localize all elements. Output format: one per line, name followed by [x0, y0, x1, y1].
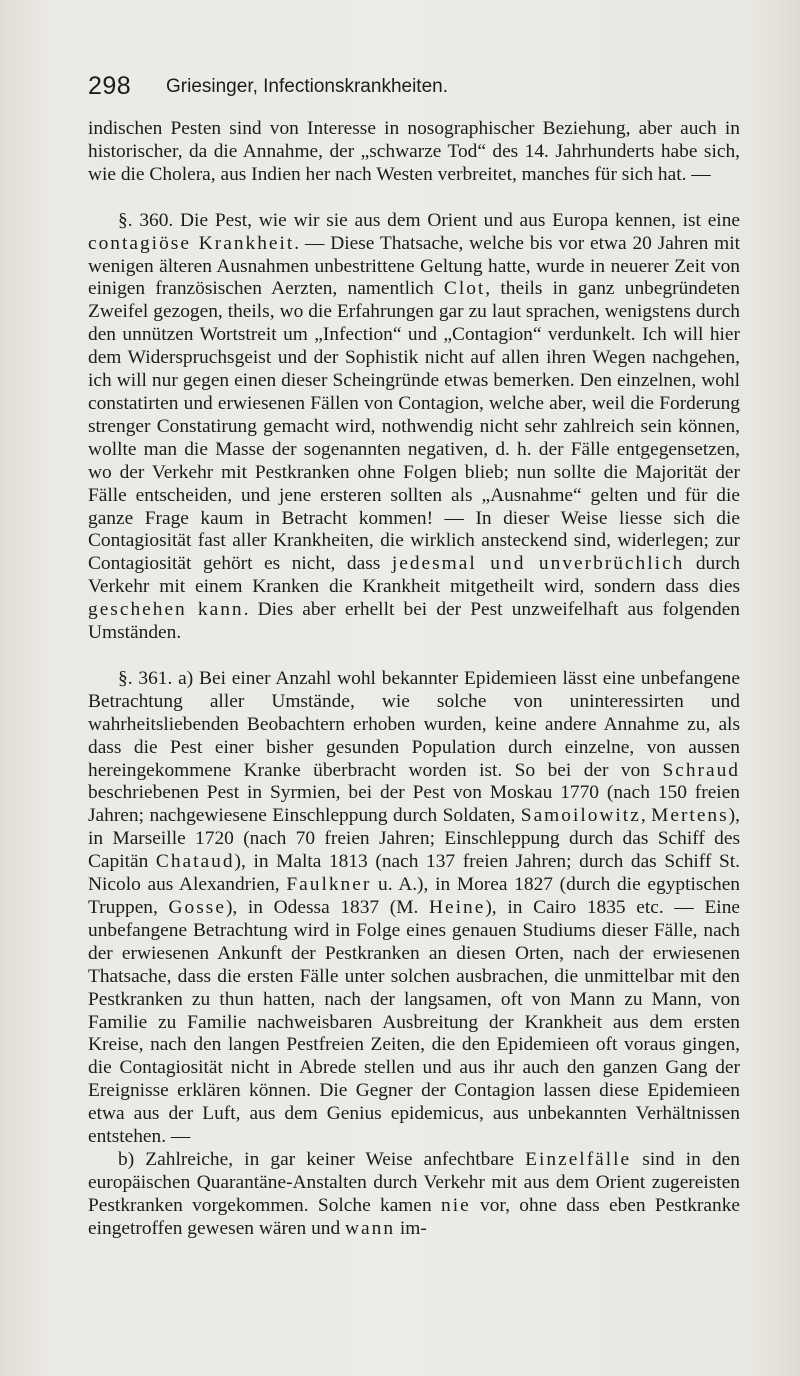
emphasis-text: contagiöse Krankheit — [88, 232, 295, 254]
page-number: 298 — [88, 72, 132, 100]
author-name: Faulkner — [286, 874, 372, 896]
author-name: Schraud — [662, 759, 740, 781]
text-body — [88, 118, 740, 1241]
paragraph-continuation: indischen Pesten sind von Interesse in nosographischer Beziehung, aber auch in historischer, da die Annahme, der „schwarze Tod“ des 14. Jahrhunderts habe sich, wie die Cholera, aus Indien her nach Westen verbreitet, manches für sich hat. — — [88, 118, 740, 185]
author-name: Heine — [429, 897, 486, 918]
emphasis-text: Einzelfälle — [525, 1148, 632, 1170]
emphasis-text: wann — [345, 1217, 396, 1239]
author-name: Mertens — [651, 805, 729, 827]
paragraph-section-360: §. 360. Die Pest, wie wir sie aus dem Orient und aus Europa kennen, ist eine contagiöse Krankheit. — Diese Thatsache, welche bis vor etwa 20 Jahren mit wenigen älteren Ausnahmen unbestrittene Geltung hatte, wurde in neuerer Zeit von einigen französischen Aerzten, namentlich Clot, theils in ganz unbegründeten Zweifel gezogen, theils, wo die Erfahrungen gar zu laut sprachen, wenigstens durch den unnützen Wortstreit um „Infection“ und „Contagion“ verdunkelt. Ich will hier dem Widerspruchsgeist und der Sophistik nicht auf allen ihren Wegen nachgehen, ich will nur gegen einen dieser Scheingründe etwas bemerken. Den einzelnen, wohl constatirten und erwiesenen Fällen von Contagion, welche aber, weil die Forderung strenger Constatirung gemacht wird, nothwendig nicht sehr zahlreich sein können, wollte man die Masse der sogenannten negativen, d. h. der Fälle entgegensetzen, wo der Verkehr mit Pestkranken ohne Folgen blieb; nun sollte die Majorität der Fälle entscheiden, und jene ersteren sollten als „Ausnahme“ gelten und für die ganze Frage kaum in Betracht kommen! — In dieser Weise liesse sich die Contagiosität fast aller Krankheiten, die wirklich ansteckend sind, widerlegen; zur Contagiosität gehört es nicht, dass jedesmal und unverbrüchlich durch Verkehr mit einem Kranken die Krankheit mitgetheilt wird, sondern dass dies geschehen kann. Dies aber erhellt bei der Pest unzweifelhaft aus folgenden Umständen. — [88, 209, 741, 644]
author-name: Gosse — [168, 897, 226, 918]
author-name: Chataud — [155, 851, 235, 873]
author-name: Samoilowitz — [520, 805, 641, 827]
emphasis-text: geschehen kann — [88, 599, 244, 621]
running-head: Griesinger, Infectionskrankheiten. — [166, 76, 448, 97]
page-header — [88, 72, 728, 104]
paragraph-point-b: b) Zahlreiche, in gar keiner Weise anfechtbare Einzelfälle sind in den europäischen Quarantäne-Anstalten durch Verkehr mit aus dem Orient zugereisten Pestkranken vorgekommen. Solche kamen nie vor, ohne dass eben Pestkranke eingetroffen gewesen wären und wann im- — [88, 1148, 740, 1239]
author-name: Clot — [443, 278, 486, 300]
emphasis-text: nie — [441, 1194, 471, 1216]
emphasis-text: jedesmal und unverbrüchlich — [391, 553, 685, 575]
paragraph-section-361: §. 361. a) Bei einer Anzahl wohl bekannter Epidemieen lässt eine unbefangene Betrachtung aller Umstände, wie solche von uninteressirten und wahrheitsliebenden Beobachtern erhoben wurden, keine andere Annahme zu, als dass die Pest einer bisher gesunden Population durch einzelne, von aussen hereingekommene Kranke überbracht worden ist. So bei der von Schraud beschriebenen Pest in Syrmien, bei der Pest von Moskau 1770 (nach 150 freien Jahren; nachgewiesene Einschleppung durch Soldaten, Samoilowitz, Mertens), in Marseille 1720 (nach 70 freien Jahren; Einschleppung durch das Schiff des Capitän Chataud), in Malta 1813 (nach 137 freien Jahren; durch das Schiff St. Nicolo aus Alexandrien, Faulkner u. A.), in Morea 1827 (durch die egyptischen Truppen, Gosse), in Odessa 1837 (M. Heine), in Cairo 1835 etc. — Eine unbefangene Betrachtung wird in Folge eines genauen Studiums dieser Fälle, nach der erwiesenen Ankunft der Pestkranken an diesen Orten, nach der erwiesenen Thatsache, dass die ersten Fälle unter solchen ausbrachen, die unmittelbar mit den Pestkranken zu thun hatten, nach der langsamen, oft von Mann zu Mann, von Familie zu Familie nachweisbaren Ausbreitung der Krankheit aus dem ersten Kreise, nach den langen Pestfreien Zeiten, die den Epidemieen oft voraus gingen, die Contagiosität nicht in Abrede stellen und aus ihr auch den ganzen Gang der Ereignisse erklären können. Die Gegner der Contagion lassen diese Epidemieen etwa aus der Luft, aus dem Genius epidemicus, aus unbekannten Verhältnissen entstehen. — — [88, 667, 741, 1148]
